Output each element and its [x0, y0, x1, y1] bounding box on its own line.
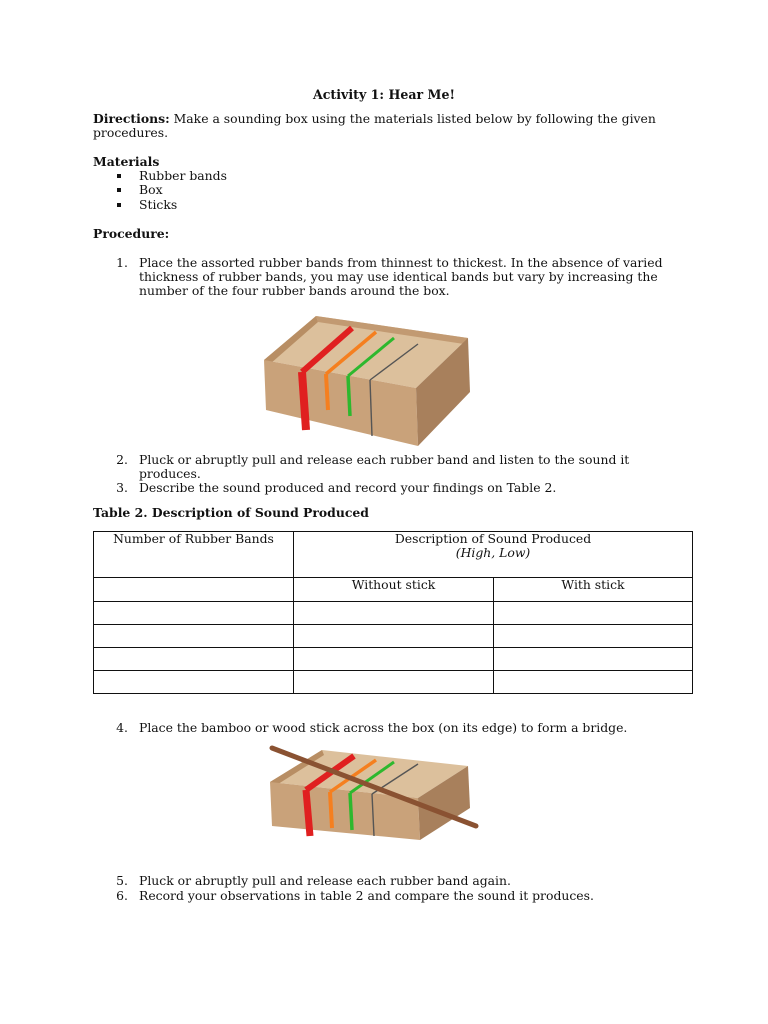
step-number: 6.: [116, 888, 128, 903]
sound-description-table: [93, 531, 693, 694]
table-row: [94, 671, 693, 694]
directions-label: Directions:: [93, 111, 170, 126]
sounding-box-image: [258, 312, 473, 450]
step-number: 1.: [116, 255, 128, 270]
procedure-heading: Procedure:: [93, 226, 170, 241]
rubber-band-red: [306, 790, 310, 836]
step-line: thickness of rubber bands, you may use identical bands but vary by increasing the: [139, 269, 658, 284]
table-cell: [494, 625, 693, 648]
sounding-box-with-stick-image: [262, 742, 482, 842]
materials-item: Box: [117, 183, 227, 197]
header-description-subtitle: (High, Low): [455, 545, 531, 560]
directions-text-line2: procedures.: [93, 125, 169, 140]
table-cell: [294, 648, 494, 671]
step-text: Record your observations in table 2 and compare the sound it produces.: [139, 888, 594, 903]
table-header-rubber-bands: Number of Rubber Bands: [94, 532, 294, 578]
step-line: produces.: [139, 466, 201, 481]
step-line: number of the four rubber bands around the box.: [139, 283, 450, 298]
table-caption: Table 2. Description of Sound Produced: [93, 505, 369, 520]
directions-paragraph: [93, 112, 683, 140]
materials-list: [117, 169, 227, 212]
header-description-title: Description of Sound Produced: [394, 531, 592, 546]
rubber-band-green: [348, 376, 350, 416]
activity-title: Activity 1: Hear Me!: [312, 87, 456, 102]
table-header-with-stick: With stick: [494, 578, 693, 602]
table-cell: [94, 671, 294, 694]
table-cell: [494, 602, 693, 625]
step-line: Pluck or abruptly pull and release each rubber band and listen to the sound it: [139, 452, 630, 467]
materials-item: Sticks: [117, 198, 227, 212]
rubber-band-orange: [330, 792, 332, 828]
table-cell: [494, 648, 693, 671]
table-header-description: [294, 532, 693, 578]
table-header-without-stick: Without stick: [294, 578, 494, 602]
table-cell: [94, 602, 294, 625]
table-row: [94, 625, 693, 648]
table-cell: [94, 648, 294, 671]
step-number: 3.: [116, 480, 128, 495]
table-cell: [294, 602, 494, 625]
rubber-band-green: [350, 793, 352, 830]
step-number: 2.: [116, 452, 128, 467]
table-row: [94, 648, 693, 671]
step-line: Place the assorted rubber bands from thinnest to thickest. In the absence of varied: [139, 255, 663, 270]
step-text: Pluck or abruptly pull and release each rubber band again.: [139, 873, 511, 888]
table-row: [94, 602, 693, 625]
rubber-band-red: [302, 372, 306, 430]
step-text: Describe the sound produced and record your findings on Table 2.: [139, 480, 557, 495]
step-text: Place the bamboo or wood stick across the box (on its edge) to form a bridge.: [139, 720, 628, 735]
step-text: [139, 453, 669, 481]
step-number: 5.: [116, 873, 128, 888]
rubber-band-orange: [326, 374, 328, 410]
materials-item: Rubber bands: [117, 169, 227, 183]
table-cell: [94, 625, 294, 648]
table-cell: [294, 671, 494, 694]
table-cell: [94, 578, 294, 602]
table-cell: [294, 625, 494, 648]
materials-heading: Materials: [93, 154, 160, 169]
table-cell: [494, 671, 693, 694]
step-number: 4.: [116, 720, 128, 735]
step-text: [139, 256, 669, 298]
directions-text-line1: Make a sounding box using the materials listed below by following the given: [169, 111, 656, 126]
